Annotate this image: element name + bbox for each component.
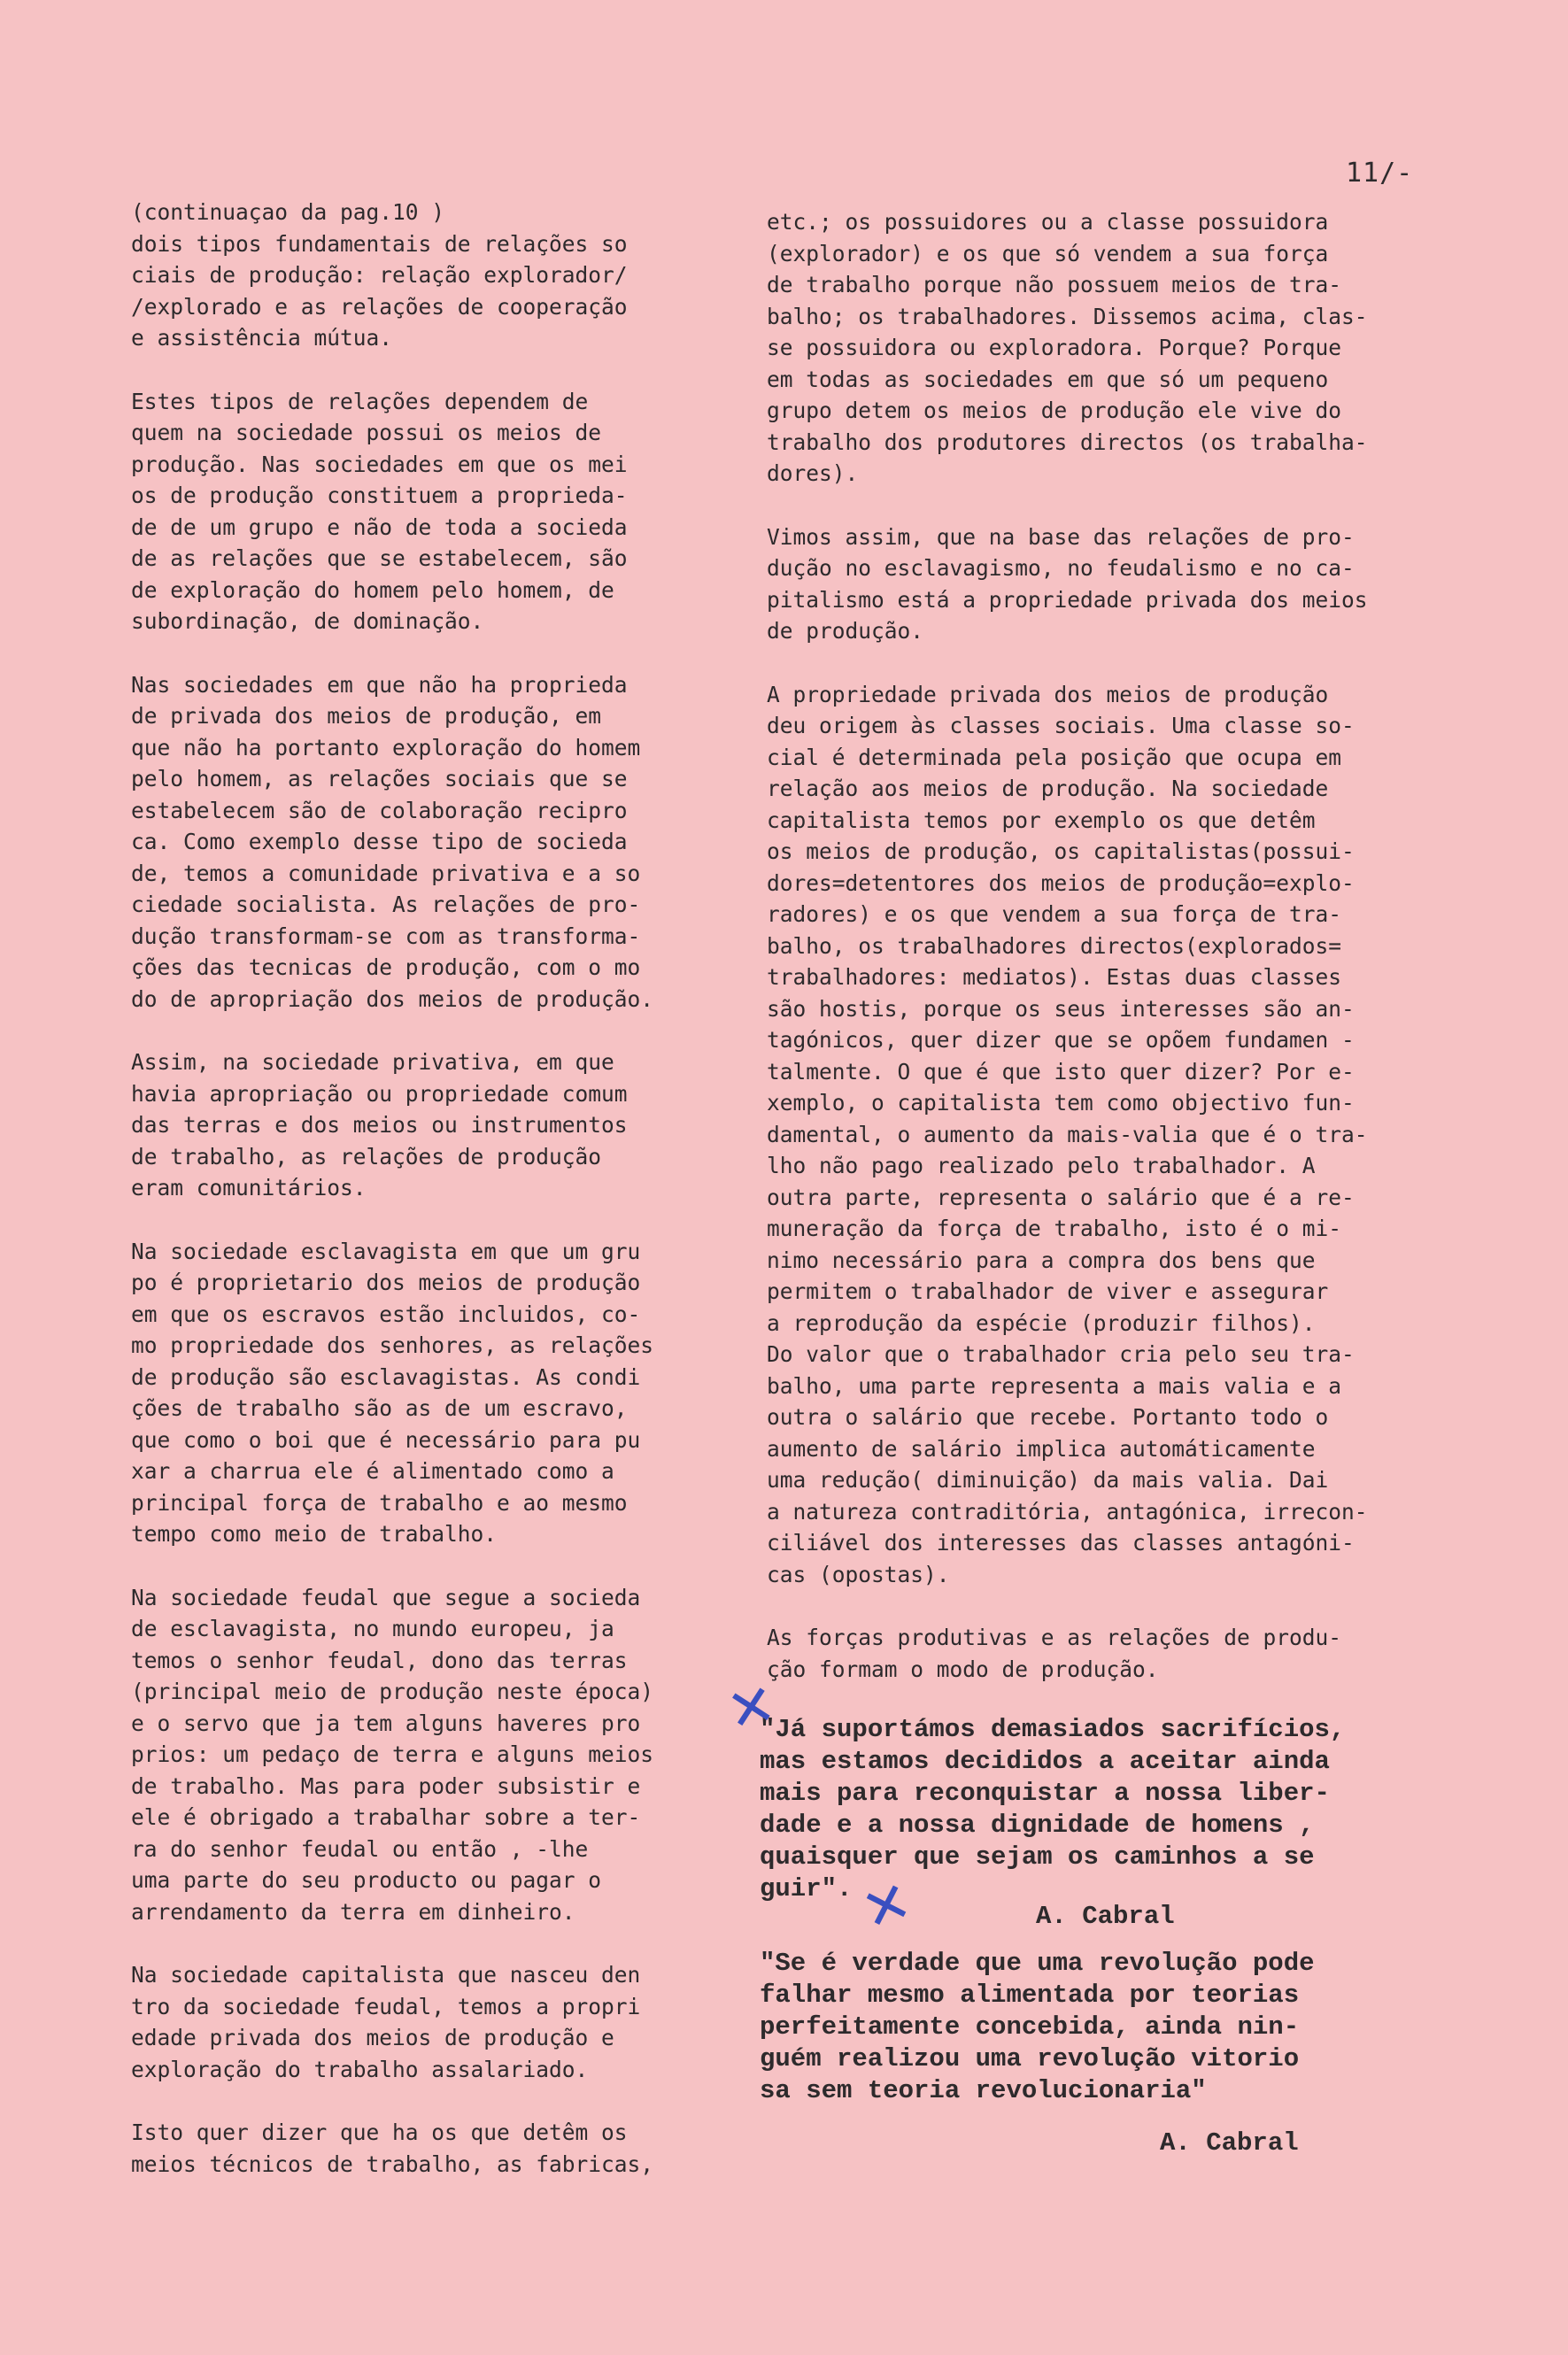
left-paragraph-5: Na sociedade esclavagista em que um gru po é proprietario dos meios de produção em que os escravos estão incluidos, co- mo propriedade dos senhores, as relações de produção são esclavagistas. As condi ções de trabalho são as de um escravo, que como o boi que é necessário para pu xar a charrua ele é alimentado como a principal força de trabalho e ao mesmo tempo como meio de trabalho. (131, 1238, 654, 1547)
left-paragraph-3: Nas sociedades em que não ha proprieda de privada dos meios de produção, em que não ha portanto exploração do homem pelo homem, as relações sociais que se estabelecem são de colaboração recipro ca. Como exemplo desse tipo de socieda de, temos a comunidade privativa e a so ciedade socialista. As relações de pro- dução transformam-se com as transforma- ções das tecnicas de produção, com o mo do de apropriação dos meios de produção. (131, 671, 654, 1012)
left-paragraph-7: Na sociedade capitalista que nasceu den tro da sociedade feudal, temos a propri edade privada dos meios de produção e exploração do trabalho assalariado. (131, 1962, 641, 2082)
right-paragraph-1: etc.; os possuidores ou a classe possuidora (explorador) e os que só vendem a sua força de trabalho porque não possuem meios de tra- balho; os trabalhadores. Dissemos acima, clas- se possuidora ou exploradora. Porque? Porque em todas as sociedades em que só um pequeno grupo detem os meios de produção ele vive do trabalho dos produtores directos (os trabalha- dores). (767, 209, 1368, 486)
right-paragraph-4: As forças produtivas e as relações de produ- ção formam o modo de produção. (767, 1625, 1342, 1682)
quote-1-text: "Já suportámos demasiados sacrifícios, mas estamos decididos a aceitar ainda mais para reconquistar a nossa liber- dade e a nossa dignidade de homens , quaisquer que sejam os caminhos a se guir". (760, 1715, 1346, 1903)
right-paragraph-3: A propriedade privada dos meios de produção deu origem às classes sociais. Uma classe so- cial é determinada pela posição que ocupa em relação aos meios de produção. Na sociedade capitalista temos por exemplo os que detêm os meios de produção, os capitalistas(possui- dores=detentores dos meios de produção=explo- radores) e os que vendem a sua força de tra- balho, os trabalhadores directos(explorados= trabalhadores: mediatos). Estas duas classes são hostis, porque os seus interesses são an- tagónicos, quer dizer que se opõem fundamen - talmente. O que é que isto quer dizer? Por e- xemplo, o capitalista tem como objectivo fun- damental, o aumento da mais-valia que é o tra- lho não pago realizado pelo trabalhador. A outra parte, representa o salário que é a re- muneração da força de trabalho, isto é o mi- nimo necessário para a compra dos bens que permitem o trabalhador de viver e assegurar a reprodução da espécie (produzir filhos). Do valor que o trabalhador cria pelo seu tra- balho, uma parte representa a mais valia e a outra o salário que recebe. Portanto todo o aumento de salário implica automáticamente uma redução( diminuição) da mais valia. Dai a natureza contraditória, antagónica, irrecon- ciliável dos interesses das classes antagóni- cas (opostas). (767, 681, 1368, 1587)
quote-2-text: "Se é verdade que uma revolução pode falhar mesmo alimentada por teorias perfeitamente concebida, ainda nin- guém realizou uma revolução vitorio sa sem teoria revolucionaria" (760, 1949, 1315, 2105)
handwritten-x-mark-icon: ✕ (854, 1868, 920, 1946)
right-paragraph-2: Vimos assim, que na base das relações de pro- dução no esclavagismo, no feudalismo e no ca- pitalismo está a propriedade privada dos meios de produção. (767, 523, 1368, 644)
cabral-quote-2 (760, 1948, 1468, 2107)
cabral-quote-1 (760, 1714, 1468, 1905)
left-paragraph-6: Na sociedade feudal que segue a socieda de esclavagista, no mundo europeu, ja temos o senhor feudal, dono das terras (principal meio de produção neste época) e o servo que ja tem alguns haveres pro prios: um pedaço de terra e alguns meios de trabalho. Mas para poder subsistir e ele é obrigado a trabalhar sobre a ter- ra do senhor feudal ou então , -lhe uma parte do seu producto ou pagar o arrendamento da terra em dinheiro. (131, 1584, 654, 1925)
page-number: 11/- (1346, 158, 1414, 189)
left-paragraph-2: Estes tipos de relações dependem de quem na sociedade possui os meios de produção. Nas sociedades em que os mei os de produção constituem a proprieda- de de um grupo e não de toda a socieda de as relações que se estabelecem, são de exploração do homem pelo homem, de subordinação, de dominação. (131, 388, 628, 634)
handwritten-x-mark-icon: ✕ (721, 1672, 782, 1746)
right-column (767, 206, 1457, 1685)
left-paragraph-1: (continuaçao da pag.10 ) dois tipos fundamentais de relações so ciais de produção: relação explorador/ /explorado e as relações de cooperação e assistência mútua. (131, 199, 628, 351)
left-column (131, 197, 742, 2180)
left-paragraph-4: Assim, na sociedade privativa, em que havia apropriação ou propriedade comum das terras e dos meios ou instrumentos de trabalho, as relações de produção eram comunitários. (131, 1049, 628, 1201)
quote-2-author: A. Cabral (1160, 2128, 1299, 2158)
quote-1-author: A. Cabral (1036, 1902, 1175, 1931)
left-paragraph-8: Isto quer dizer que ha os que detêm os meios técnicos de trabalho, as fabricas, (131, 2120, 654, 2177)
